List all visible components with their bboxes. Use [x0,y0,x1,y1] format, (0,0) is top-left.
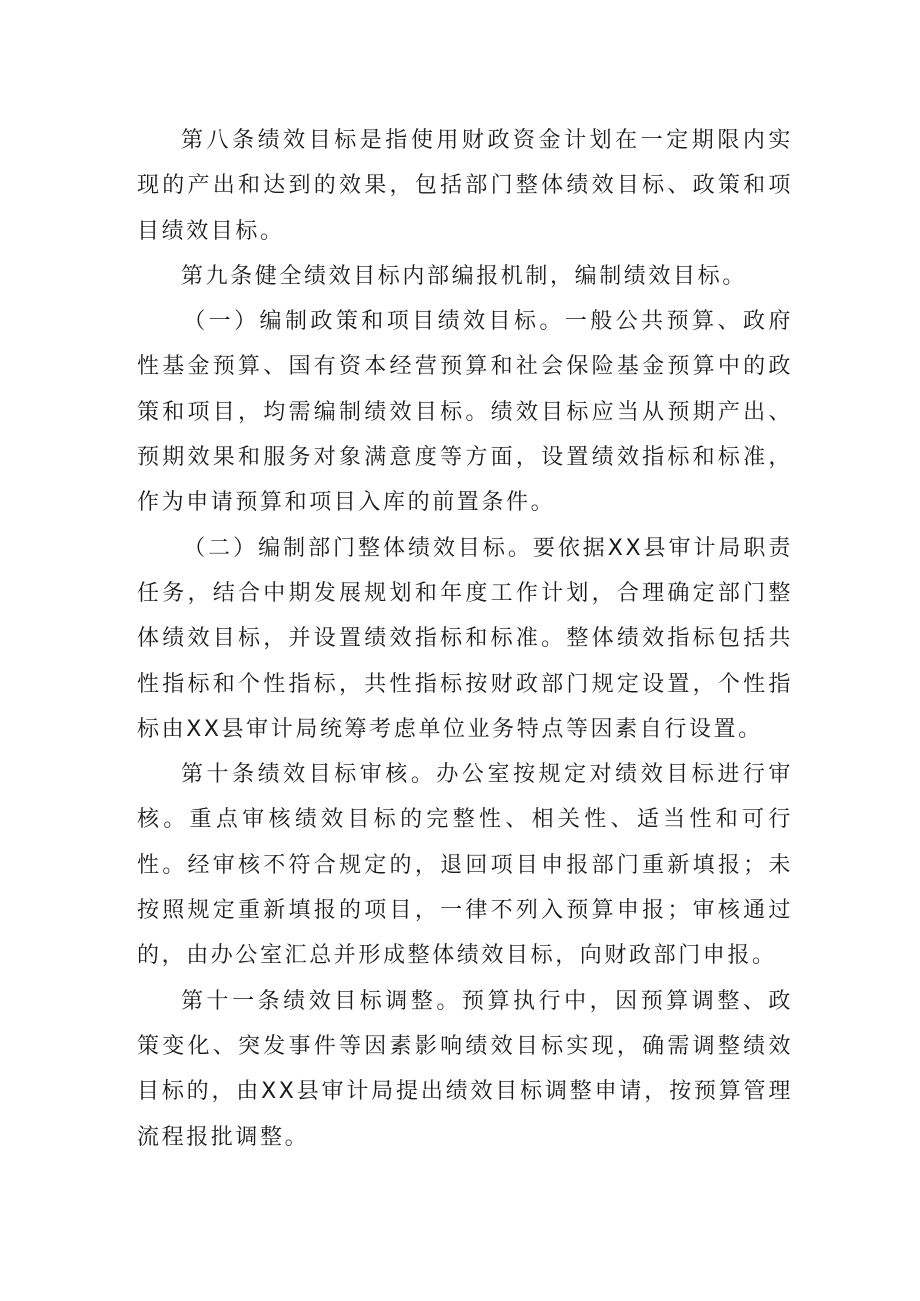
document-body [137,118,793,1160]
article-9-item-2-paragraph: （二）编制部门整体绩效目标。要依据XX县审计局职责任务，结合中期发展规划和年度工作计划，合理确定部门整体绩效目标，并设置绩效指标和标准。整体绩效指标包括共性指标和个性指标，共性指标按财政部门规定设置，个性指标由XX县审计局统筹考虑单位业务特点等因素自行设置。 [137,535,793,742]
article-9-paragraph: 第九条健全绩效目标内部编报机制，编制绩效目标。 [181,263,747,289]
article-9-item-1-paragraph: （一）编制政策和项目绩效目标。一般公共预算、政府性基金预算、国有资本经营预算和社会保险基金预算中的政策和项目，均需编制绩效目标。绩效目标应当从预期产出、预期效果和服务对象满意度等方面，设置绩效指标和标准，作为申请预算和项目入库的前置条件。 [137,309,793,516]
article-8-paragraph: 第八条绩效目标是指使用财政资金计划在一定期限内实现的产出和达到的效果，包括部门整体绩效目标、政策和项目绩效目标。 [137,128,793,244]
article-10-paragraph: 第十条绩效目标审核。办公室按规定对绩效目标进行审核。重点审核绩效目标的完整性、相关性、适当性和可行性。经审核不符合规定的，退回项目申报部门重新填报；未按照规定重新填报的项目，一律不列入预算申报；审核通过的，由办公室汇总并形成整体绩效目标，向财政部门申报。 [137,762,793,969]
article-11-paragraph: 第十一条绩效目标调整。预算执行中，因预算调整、政策变化、突发事件等因素影响绩效目标实现，确需调整绩效目标的，由XX县审计局提出绩效目标调整申请，按预算管理流程报批调整。 [137,988,793,1150]
